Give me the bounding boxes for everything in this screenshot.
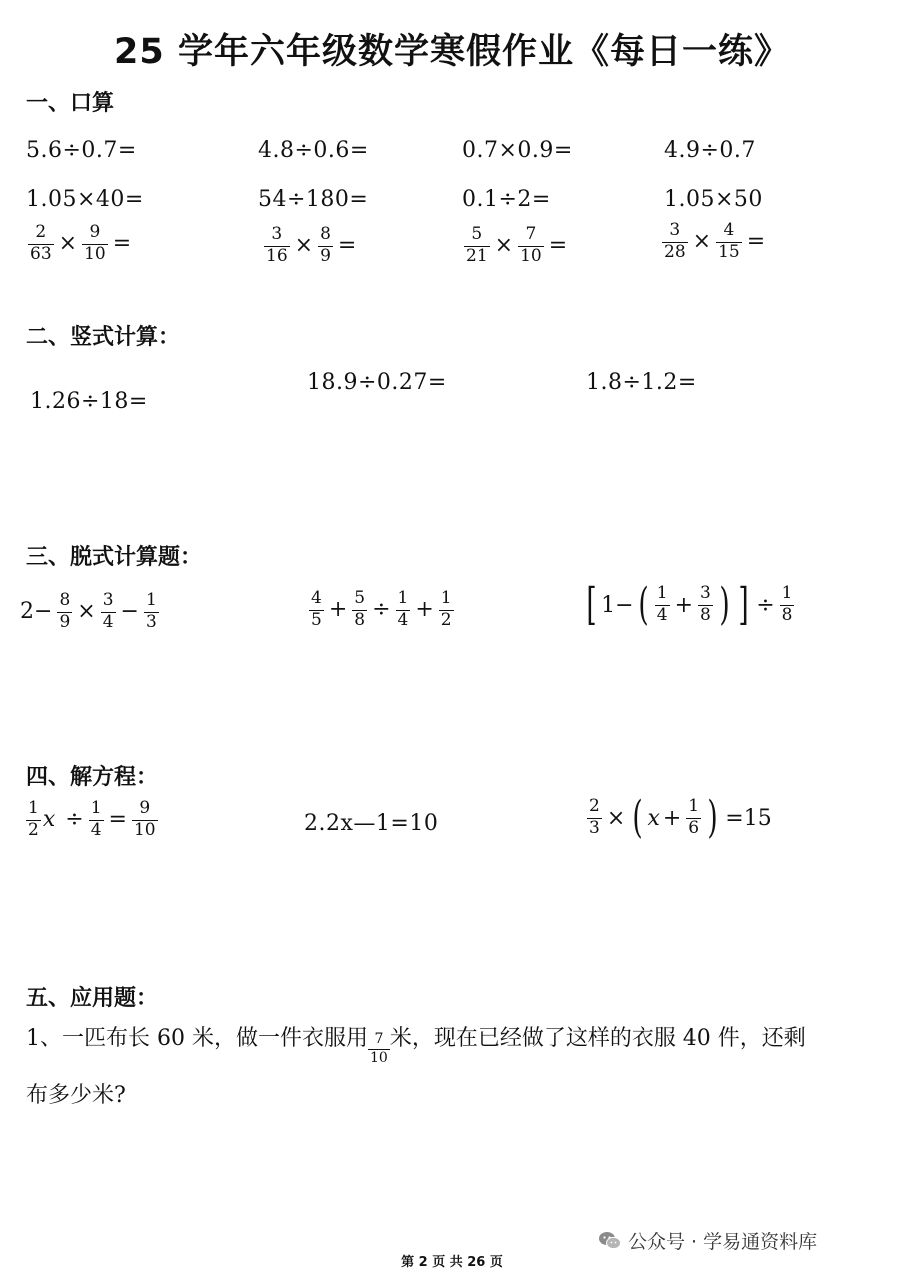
stepwise-item: [ 1− ( 1 4 + $\frac{3}{8}$ ) ] ÷ $\frac{1}{8}$ xyxy=(586,579,793,630)
application-problem-line2: 布多少米? xyxy=(26,1083,126,1108)
oral-fraction-item: $\frac{5}{21}$ × $\frac{7}{10}$ = xyxy=(466,224,568,266)
wechat-icon xyxy=(598,1230,622,1252)
watermark xyxy=(598,1227,817,1254)
watermark-text: 公众号 · 学易通资料库 xyxy=(628,1231,818,1253)
equation-item: $\frac{2}{3}$ × ( x + $\frac{1}{6}$ ) =15 xyxy=(589,792,772,843)
oral-item: 1.05×40= xyxy=(26,187,144,212)
stepwise-item: 4 5 + $\frac{5}{8}$ ÷ $\frac{1}{4}$ + $\frac{1}{2}$ xyxy=(311,588,452,630)
stepwise-item: 2− $\frac{8}{9}$ × $\frac{3}{4}$ − $\frac{1}{3}$ xyxy=(20,590,157,632)
section-heading-equations: 四、解方程： xyxy=(26,765,159,790)
oral-item: 0.7×0.9= xyxy=(462,138,573,163)
oral-fraction-item: $\frac{3}{28}$ × $\frac{4}{15}$ = xyxy=(664,220,766,262)
oral-fraction-item: $\frac{3}{16}$ × $\frac{8}{9}$ = xyxy=(266,224,357,266)
oral-item: 5.6÷0.7= xyxy=(26,138,137,163)
equation-item: 1 2 x ÷ $\frac{1}{4}$ = $\frac{9}{10}$ xyxy=(28,798,156,840)
page-title: 25 学年六年级数学寒假作业《每日一练》 xyxy=(114,32,790,72)
equation-item: 2.2x—1=10 xyxy=(304,811,439,836)
vertical-item: 1.8÷1.2= xyxy=(586,370,697,395)
section-heading-stepwise: 三、脱式计算题： xyxy=(26,545,203,570)
oral-item: 4.9÷0.7 xyxy=(664,138,756,163)
vertical-item: 1.26÷18= xyxy=(30,389,148,414)
oral-item: 1.05×50 xyxy=(664,187,763,212)
oral-item: 54÷180= xyxy=(258,187,369,212)
vertical-item: 18.9÷0.27= xyxy=(307,370,447,395)
section-heading-oral: 一、口算 xyxy=(26,91,115,116)
oral-item: 0.1÷2= xyxy=(462,187,551,212)
page-footer: 第 2 页 共 26 页 xyxy=(401,1255,503,1270)
oral-fraction-item: $\frac{2}{63}$ × $\frac{9}{10}$ = xyxy=(30,222,132,264)
application-problem-line1: 1、一匹布长 60 米，做一件衣服用 7 10 米，现在已经做了这样的衣服 40 件，还剩 xyxy=(26,1025,806,1066)
section-heading-vertical: 二、竖式计算： xyxy=(26,325,181,350)
oral-item: 4.8÷0.6= xyxy=(258,138,369,163)
section-heading-application: 五、应用题： xyxy=(26,986,159,1011)
